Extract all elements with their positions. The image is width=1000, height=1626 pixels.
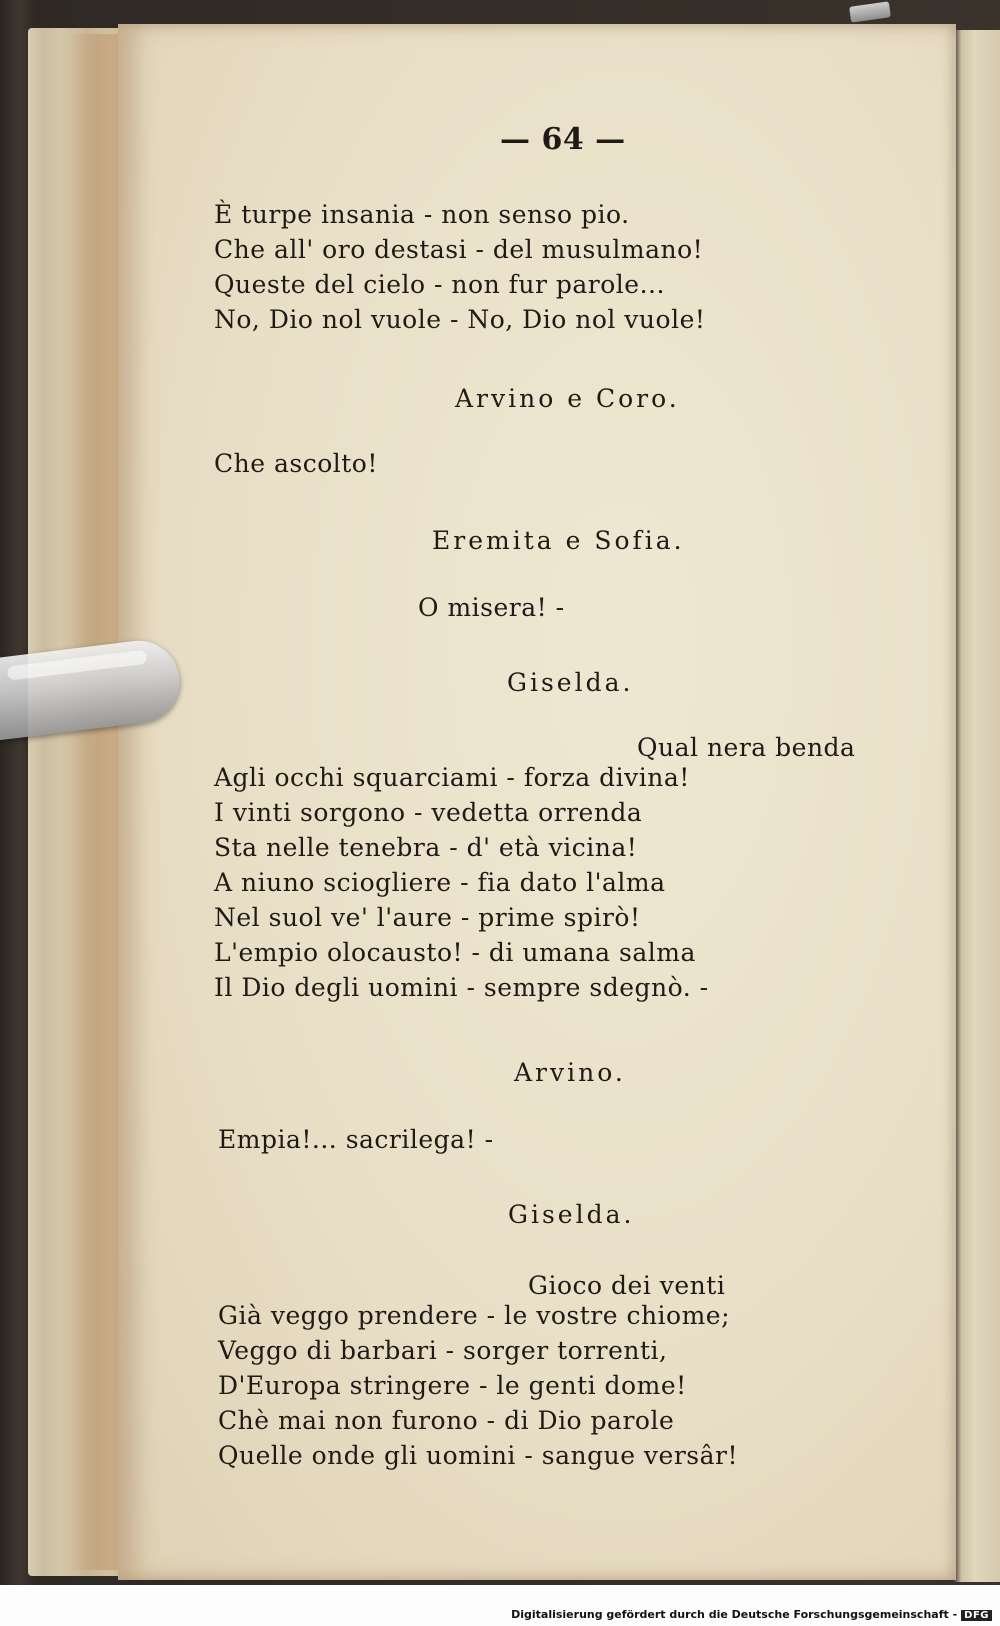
facing-page-edge xyxy=(953,30,1000,1582)
verse-line: Veggo di barbari - sorger torrenti, xyxy=(218,1336,668,1365)
stanza-3 xyxy=(218,1298,738,1473)
stanza-2 xyxy=(214,760,709,1005)
verse-line: Quelle onde gli uomini - sangue versâr! xyxy=(218,1441,739,1470)
speaker-heading: Giselda. xyxy=(508,1200,635,1229)
verse-line: Sta nelle tenebra - d' età vicina! xyxy=(214,833,638,862)
page-clip xyxy=(849,1,891,22)
speaker-heading: Eremita e Sofia. xyxy=(432,526,685,555)
verse-line: Queste del cielo - non fur parole... xyxy=(214,270,665,299)
verse-line: Qual nera benda xyxy=(637,733,856,762)
verse-line: No, Dio nol vuole - No, Dio nol vuole! xyxy=(214,305,706,334)
speaker-heading: Arvino e Coro. xyxy=(455,384,680,413)
verse-line: Già veggo prendere - le vostre chiome; xyxy=(218,1301,731,1330)
verse-line: Nel suol ve' l'aure - prime spirò! xyxy=(214,903,641,932)
digitization-credit xyxy=(511,1608,992,1621)
verse-line: È turpe insania - non senso pio. xyxy=(214,200,630,229)
verse-line: L'empio olocausto! - di umana salma xyxy=(214,938,696,967)
speaker-heading: Arvino. xyxy=(514,1058,626,1087)
verse-line: Empia!... sacrilega! - xyxy=(218,1125,494,1154)
verse-line: Che ascolto! xyxy=(214,449,378,478)
page-number: — 64 — xyxy=(500,122,626,157)
verse-line: I vinti sorgono - vedetta orrenda xyxy=(214,798,643,827)
stanza-1 xyxy=(214,197,705,337)
credit-text: Digitalisierung gefördert durch die Deutsche Forschungsgemeinschaft - xyxy=(511,1608,958,1621)
verse-line: Il Dio degli uomini - sempre sdegnò. - xyxy=(214,973,709,1002)
dfg-logo: DFG xyxy=(961,1610,992,1621)
verse-line: Chè mai non furono - di Dio parole xyxy=(218,1406,675,1435)
verse-line: D'Europa stringere - le genti dome! xyxy=(218,1371,687,1400)
speaker-heading: Giselda. xyxy=(507,668,634,697)
verse-line: Agli occhi squarciami - forza divina! xyxy=(214,763,690,792)
verse-line: O misera! - xyxy=(418,593,565,622)
verse-line: A niuno sciogliere - fia dato l'alma xyxy=(214,868,666,897)
verse-line: Gioco dei venti xyxy=(528,1271,726,1300)
verse-line: Che all' oro destasi - del musulmano! xyxy=(214,235,704,264)
